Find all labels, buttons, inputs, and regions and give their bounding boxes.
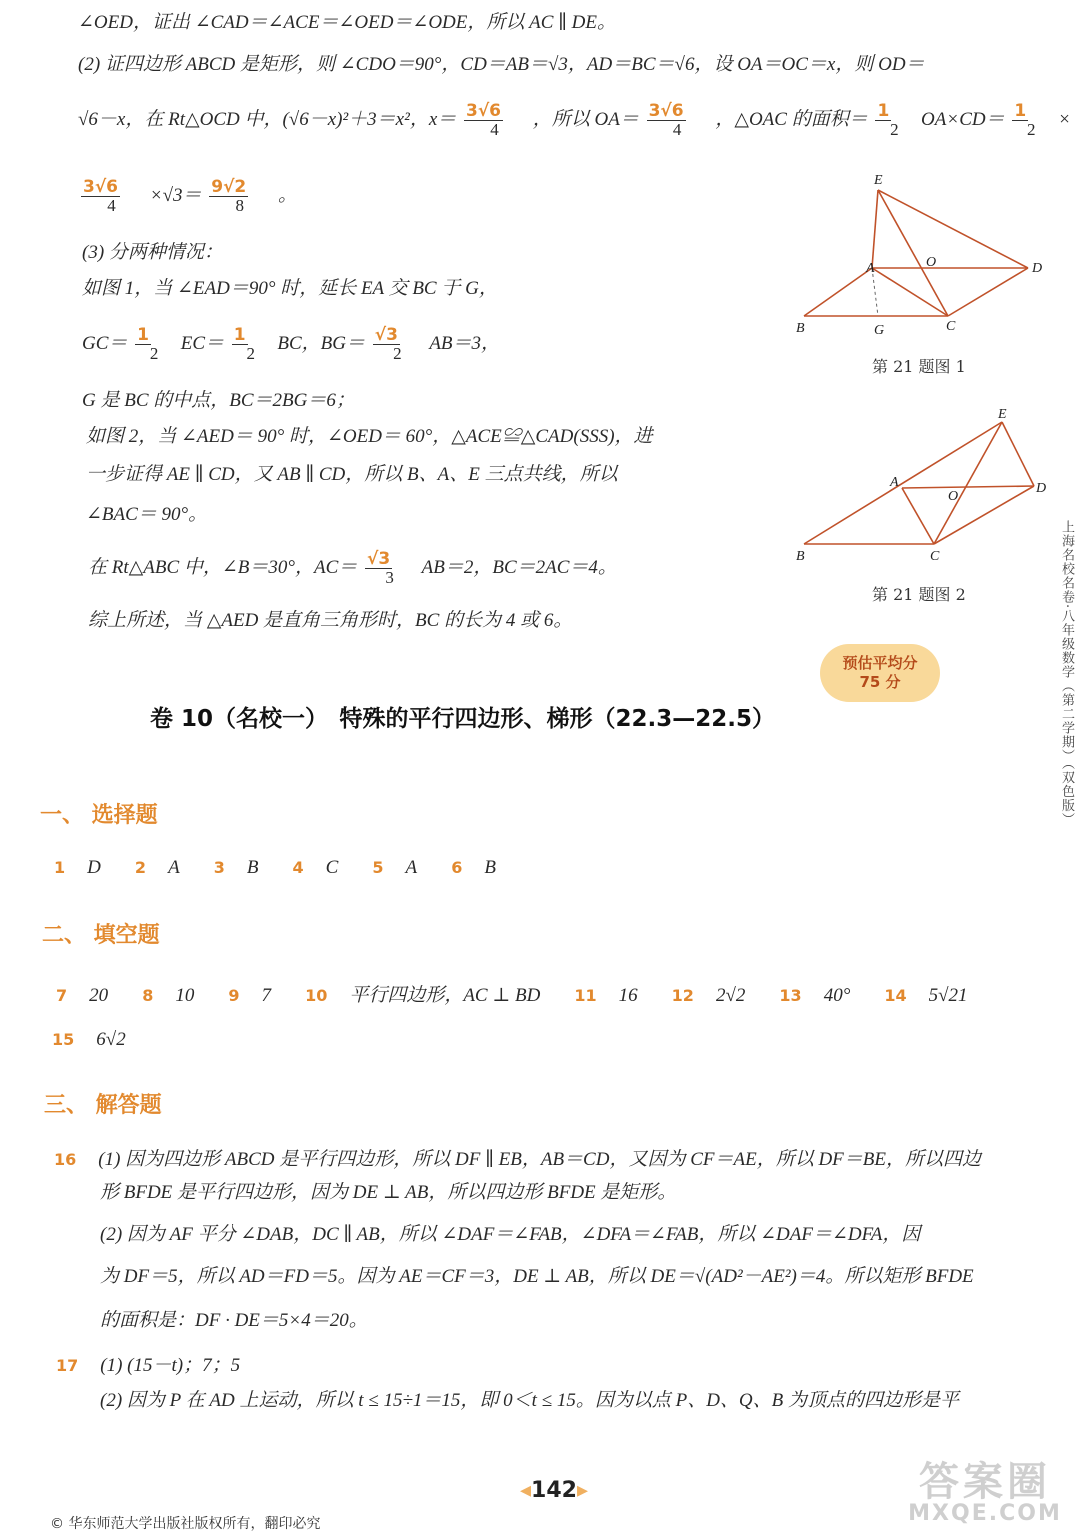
answer-number: 15 bbox=[52, 1030, 75, 1049]
answer-value: 平行四边形，AC ⊥ BD bbox=[349, 985, 541, 1006]
answer-number: 6 bbox=[451, 858, 463, 877]
copyright-footer: © 华东师范大学出版社版权所有，翻印必究 bbox=[50, 1516, 321, 1532]
badge-line-1: 预估平均分 bbox=[842, 654, 918, 672]
watermark-text: 答案圈 bbox=[919, 1459, 1051, 1505]
fig1-line-BA bbox=[804, 268, 872, 316]
answer-number: 13 bbox=[779, 986, 802, 1005]
section-solve-title: 三、 解答题 bbox=[44, 1093, 162, 1118]
solution-line-9: 如图 2，当 ∠AED＝ 90° 时，∠OED＝ 60°，△ACE≌△CAD(SSS)，进 bbox=[86, 426, 653, 447]
fig2-line-EC bbox=[934, 422, 1002, 544]
fraction: $\frac{1}{2}$ bbox=[233, 325, 255, 363]
text-seg: GC＝ bbox=[82, 332, 128, 354]
text-seg: 。 bbox=[278, 184, 298, 206]
fill-answers-row-2 bbox=[52, 1028, 154, 1051]
answer-number: 5 bbox=[372, 858, 384, 877]
text-seg: (1) (15－t)；7；5 bbox=[100, 1355, 241, 1376]
answer-number: 10 bbox=[305, 986, 328, 1005]
answer-number: 2 bbox=[134, 858, 147, 877]
solution-line-13: 综上所述，当 △AED 是直角三角形时，BC 的长为 4 或 6。 bbox=[88, 610, 573, 631]
answer-value: 7 bbox=[261, 985, 272, 1006]
average-score-badge bbox=[820, 644, 940, 702]
fig1-label-C: C bbox=[946, 319, 956, 334]
question-number: 17 bbox=[56, 1356, 79, 1375]
choice-answers-row bbox=[54, 856, 524, 879]
answer-number: 4 bbox=[292, 858, 304, 877]
answer-value: B bbox=[246, 857, 259, 878]
fig1-line-CD bbox=[948, 268, 1028, 316]
answer-value: 40° bbox=[823, 985, 851, 1006]
solution-line-10: 一步证得 AE ∥ CD，又 AB ∥ CD，所以 B、A、E 三点共线，所以 bbox=[86, 464, 618, 485]
text-seg: EC＝ bbox=[180, 332, 225, 354]
solution-line-8: G 是 BC 的中点，BC＝2BG＝6； bbox=[82, 390, 355, 411]
fig2-labels bbox=[796, 407, 1046, 564]
fraction: $\frac{√3}{3}$ bbox=[367, 549, 394, 587]
side-tab: 上海名校名卷·八年级数学（第二学期）（双色版） bbox=[1059, 520, 1074, 827]
figure-2-caption: 第 21 题图 2 bbox=[872, 585, 966, 604]
solution-line-1: ∠OED，证出 ∠CAD＝∠ACE＝∠OED＝∠ODE，所以 AC ∥ DE。 bbox=[78, 12, 617, 33]
watermark bbox=[900, 1450, 1070, 1530]
answer-number: 8 bbox=[142, 986, 154, 1005]
fig2-label-D: D bbox=[1036, 481, 1047, 496]
fraction: $\frac{3√6}{4}$ bbox=[466, 101, 501, 139]
fig2-label-C: C bbox=[930, 549, 940, 564]
page-number bbox=[520, 1478, 588, 1503]
answer-value: 6√2 bbox=[96, 1029, 126, 1050]
fig1-label-B: B bbox=[796, 321, 805, 336]
fig1-label-G: G bbox=[874, 323, 885, 338]
answer-number: 7 bbox=[56, 986, 68, 1005]
answer-number: 14 bbox=[884, 986, 907, 1005]
fig2-lines bbox=[804, 422, 1034, 544]
section-choice-title: 一、 选择题 bbox=[40, 803, 158, 828]
q16-line-5: 的面积是：DF · DE＝5×4＝20。 bbox=[100, 1310, 368, 1331]
question-number: 16 bbox=[54, 1150, 77, 1169]
text-seg: OA×CD＝ bbox=[921, 108, 1005, 130]
text-seg: (1) 因为四边形 ABCD 是平行四边形，所以 DF ∥ EB，AB＝CD，又因为 CF＝AE，所以 DF＝BE，所以四边 bbox=[98, 1149, 981, 1170]
fig2-line-BE bbox=[804, 422, 1002, 544]
exam-heading: 卷 10（名校一） 特殊的平行四边形、梯形（22.3—22.5） bbox=[150, 706, 776, 732]
answer-value: D bbox=[87, 857, 101, 878]
text-seg: × bbox=[1057, 108, 1071, 130]
text-seg: 在 Rt△ABC 中，∠B＝30°，AC＝ bbox=[88, 556, 358, 578]
fraction: $\frac{1}{2}$ bbox=[137, 325, 159, 363]
fig2-line-AD bbox=[902, 486, 1034, 488]
answer-number: 3 bbox=[213, 858, 225, 877]
figure-21-1 bbox=[790, 168, 1050, 338]
solution-line-2: (2) 证四边形 ABCD 是矩形，则 ∠CDO＝90°，CD＝AB＝√3，AD＝BC＝√6，设 OA＝OC＝x，则 OD＝ bbox=[78, 54, 925, 75]
fig2-label-A: A bbox=[890, 475, 899, 490]
solution-line-12 bbox=[88, 550, 617, 587]
q16-line-4: 为 DF＝5，所以 AD＝FD＝5。因为 AE＝CF＝3，DE ⊥ AB，所以 DE＝√(AD²－AE²)＝4。所以矩形 BFDE bbox=[100, 1266, 974, 1287]
fraction: $\frac{3√6}{4}$ bbox=[83, 177, 118, 215]
q17-line-1 bbox=[56, 1352, 240, 1379]
figure-21-2 bbox=[790, 406, 1050, 566]
solution-line-3 bbox=[78, 102, 1071, 139]
fig1-line-AC bbox=[872, 268, 948, 316]
text-seg: AB＝3， bbox=[429, 332, 501, 354]
text-seg: ×√3＝ bbox=[149, 184, 202, 206]
section-fill-title: 二、 填空题 bbox=[42, 923, 160, 948]
answer-value: A bbox=[168, 857, 180, 878]
answer-number: 12 bbox=[671, 986, 694, 1005]
answer-value: 10 bbox=[175, 985, 195, 1006]
fig1-label-A: A bbox=[866, 261, 875, 276]
text-seg: √6－x，在 Rt△OCD 中，(√6－x)²＋3＝x²，x＝ bbox=[78, 108, 457, 130]
fig2-label-B: B bbox=[796, 549, 805, 564]
text-seg: ，所以 OA＝ bbox=[532, 108, 639, 130]
right-arrow-icon: ▸ bbox=[576, 1478, 589, 1503]
fig1-line-EA bbox=[872, 190, 878, 268]
fraction: $\frac{1}{2}$ bbox=[877, 101, 899, 139]
answer-value: B bbox=[484, 857, 496, 878]
solution-line-5: (3) 分两种情况： bbox=[82, 242, 223, 263]
fig2-line-ED bbox=[1002, 422, 1034, 486]
fill-answers-row-1 bbox=[56, 980, 996, 1007]
watermark-url: MXQE.COM bbox=[908, 1501, 1062, 1526]
fraction: $\frac{3√6}{4}$ bbox=[648, 101, 684, 139]
fig1-label-D: D bbox=[1032, 261, 1043, 276]
answer-number: 1 bbox=[54, 858, 66, 877]
q16-line-2: 形 BFDE 是平行四边形，因为 DE ⊥ AB，所以四边形 BFDE 是矩形。 bbox=[100, 1182, 677, 1203]
solution-line-7 bbox=[82, 326, 500, 363]
text-seg: AB＝2，BC＝2AC＝4。 bbox=[421, 556, 617, 578]
badge-line-2: 75 分 bbox=[859, 673, 901, 691]
q17-line-2: (2) 因为 P 在 AD 上运动，所以 t ≤ 15÷1＝15，即 0＜t ≤ 15。因为以点 P、D、Q、B 为顶点的四边形是平 bbox=[100, 1390, 959, 1411]
answer-value: C bbox=[325, 857, 339, 878]
fig1-label-E: E bbox=[874, 173, 883, 188]
fig2-label-E: E bbox=[998, 407, 1007, 422]
answer-number: 11 bbox=[574, 986, 597, 1005]
answer-number: 9 bbox=[228, 986, 240, 1005]
fraction: $\frac{1}{2}$ bbox=[1014, 101, 1036, 139]
text-seg: ，△OAC 的面积＝ bbox=[715, 108, 868, 130]
figure-1-caption: 第 21 题图 1 bbox=[872, 357, 966, 376]
answer-value: 2√2 bbox=[715, 985, 746, 1006]
fraction: $\frac{9√2}{8}$ bbox=[211, 177, 247, 215]
solution-line-4 bbox=[78, 178, 297, 215]
answer-value: 20 bbox=[89, 985, 109, 1006]
fig2-line-AC bbox=[902, 488, 934, 544]
left-arrow-icon: ◂ bbox=[520, 1478, 532, 1503]
fig2-label-O: O bbox=[948, 489, 959, 504]
answer-value: 16 bbox=[618, 985, 638, 1006]
fig1-lines bbox=[804, 190, 1028, 316]
page-number-value: 142 bbox=[531, 1478, 577, 1503]
q16-line-1 bbox=[54, 1146, 981, 1173]
text-seg: BC，BG＝ bbox=[277, 332, 365, 354]
q16-line-3: (2) 因为 AF 平分 ∠DAB，DC ∥ AB，所以 ∠DAF＝∠FAB，∠DFA＝∠FAB，所以 ∠DAF＝∠DFA，因 bbox=[100, 1224, 921, 1245]
fraction: $\frac{√3}{2}$ bbox=[374, 325, 402, 363]
answer-value: 5√21 bbox=[928, 985, 968, 1006]
fig1-label-O: O bbox=[926, 255, 937, 270]
solution-line-11: ∠BAC＝ 90°。 bbox=[86, 504, 208, 525]
answer-value: A bbox=[405, 857, 418, 878]
solution-line-6: 如图 1，当 ∠EAD＝90° 时，延长 EA 交 BC 于 G， bbox=[82, 278, 498, 299]
